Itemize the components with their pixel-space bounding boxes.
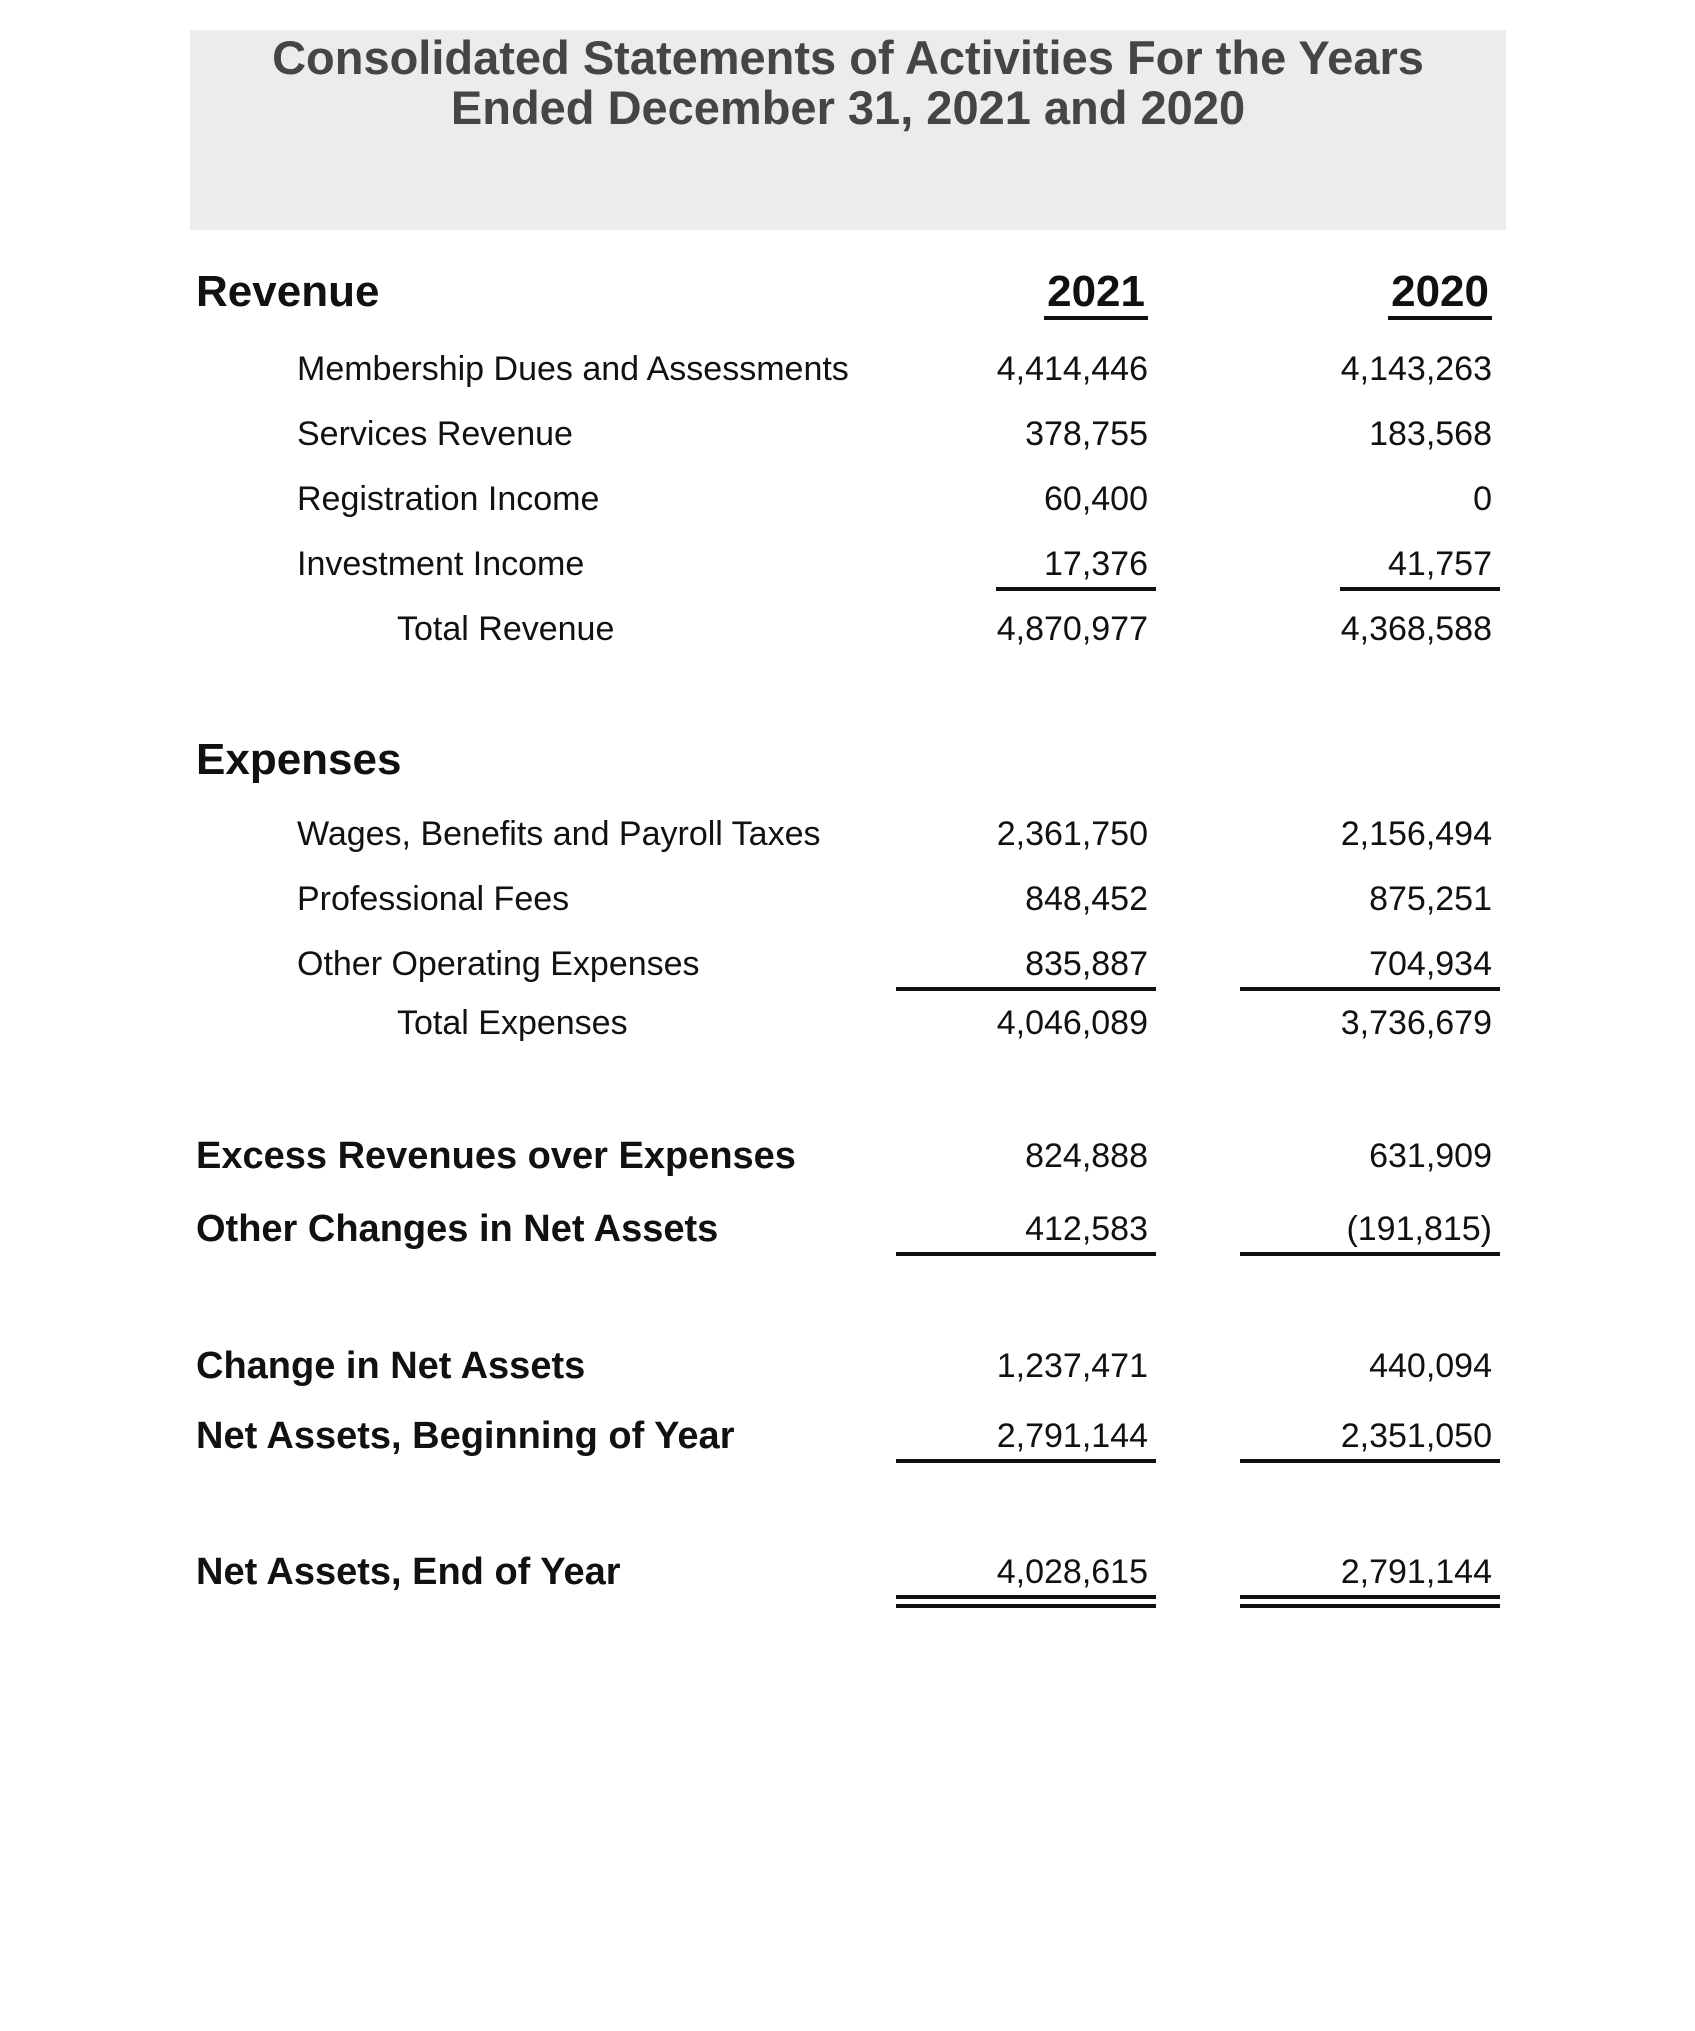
value-2021: 4,414,446: [996, 350, 1148, 388]
table-row-membership-dues: [0, 346, 1695, 394]
table-row-investment-income: [0, 541, 1695, 589]
value-2020: 440,094: [1369, 1347, 1492, 1385]
row-label: Total Expenses: [397, 1004, 628, 1042]
value-2021: 824,888: [1025, 1137, 1148, 1175]
value-2021-underlined: 2,791,144: [896, 1413, 1156, 1463]
value-2020: 631,909: [1369, 1137, 1492, 1175]
section-heading-expenses: Expenses: [196, 735, 402, 784]
section-heading-revenue: Revenue: [196, 267, 380, 316]
value-2020: 4,368,588: [1340, 610, 1492, 648]
value-2020: 3,736,679: [1340, 1004, 1492, 1042]
statement-title-line1: Consolidated Statements of Activities For the Years: [272, 31, 1424, 84]
table-row-total-revenue: [0, 606, 1695, 654]
row-label: Net Assets, Beginning of Year: [196, 1415, 735, 1457]
row-label: Excess Revenues over Expenses: [196, 1135, 796, 1177]
value-2021: 378,755: [1025, 415, 1148, 453]
row-label: Professional Fees: [297, 880, 570, 918]
row-label: Services Revenue: [297, 415, 573, 453]
row-label: Change in Net Assets: [196, 1345, 586, 1387]
row-label: Registration Income: [297, 480, 600, 518]
table-row-registration-income: [0, 476, 1695, 524]
value-2021: 4,870,977: [996, 610, 1148, 648]
row-label: Other Changes in Net Assets: [196, 1208, 719, 1250]
table-row-other-operating-expenses: [0, 941, 1695, 989]
column-header-2021: 2021: [896, 269, 1156, 315]
value-2020-underlined: 41,757: [1340, 541, 1500, 591]
value-2020-underlined: 2,351,050: [1240, 1413, 1500, 1463]
row-label: Net Assets, End of Year: [196, 1551, 621, 1593]
value-2020: 183,568: [1369, 415, 1492, 453]
value-2021-double-underlined: 4,028,615: [896, 1549, 1156, 1608]
row-label: Wages, Benefits and Payroll Taxes: [297, 815, 821, 853]
row-label: Investment Income: [297, 545, 585, 583]
statement-title-line2: Ended December 31, 2021 and 2020: [450, 81, 1246, 134]
table-row-wages-benefits: [0, 811, 1695, 859]
statement-title-block: [190, 30, 1506, 230]
table-row-total-expenses: [0, 1000, 1695, 1048]
row-label: Total Revenue: [397, 610, 615, 648]
value-2021: 2,361,750: [996, 815, 1148, 853]
value-2020-underlined: (191,815): [1240, 1206, 1500, 1256]
value-2020: 0: [1473, 480, 1492, 518]
table-row-net-assets-beginning: [0, 1413, 1695, 1461]
value-2020-double-underlined: 2,791,144: [1240, 1549, 1500, 1608]
table-row-net-assets-end: [0, 1549, 1695, 1597]
column-header-2020: 2020: [1240, 269, 1500, 315]
table-row-excess-revenues: [0, 1133, 1695, 1181]
row-label: Membership Dues and Assessments: [297, 350, 849, 388]
table-row-other-changes-net-assets: [0, 1206, 1695, 1254]
row-label: Other Operating Expenses: [297, 945, 700, 983]
value-2021-underlined: 412,583: [896, 1206, 1156, 1256]
value-2021: 1,237,471: [996, 1347, 1148, 1385]
value-2020: 875,251: [1369, 880, 1492, 918]
section-heading-row-expenses: [0, 737, 1695, 785]
value-2021: 4,046,089: [996, 1004, 1148, 1042]
value-2021: 848,452: [1025, 880, 1148, 918]
value-2020: 2,156,494: [1340, 815, 1492, 853]
table-row-professional-fees: [0, 876, 1695, 924]
table-header-row: [0, 269, 1695, 317]
value-2021: 60,400: [1044, 480, 1148, 518]
value-2020-underlined: 704,934: [1240, 941, 1500, 991]
table-row-services-revenue: [0, 411, 1695, 459]
value-2021-underlined: 835,887: [896, 941, 1156, 991]
table-row-change-in-net-assets: [0, 1343, 1695, 1391]
value-2020: 4,143,263: [1340, 350, 1492, 388]
value-2021-underlined: 17,376: [996, 541, 1156, 591]
